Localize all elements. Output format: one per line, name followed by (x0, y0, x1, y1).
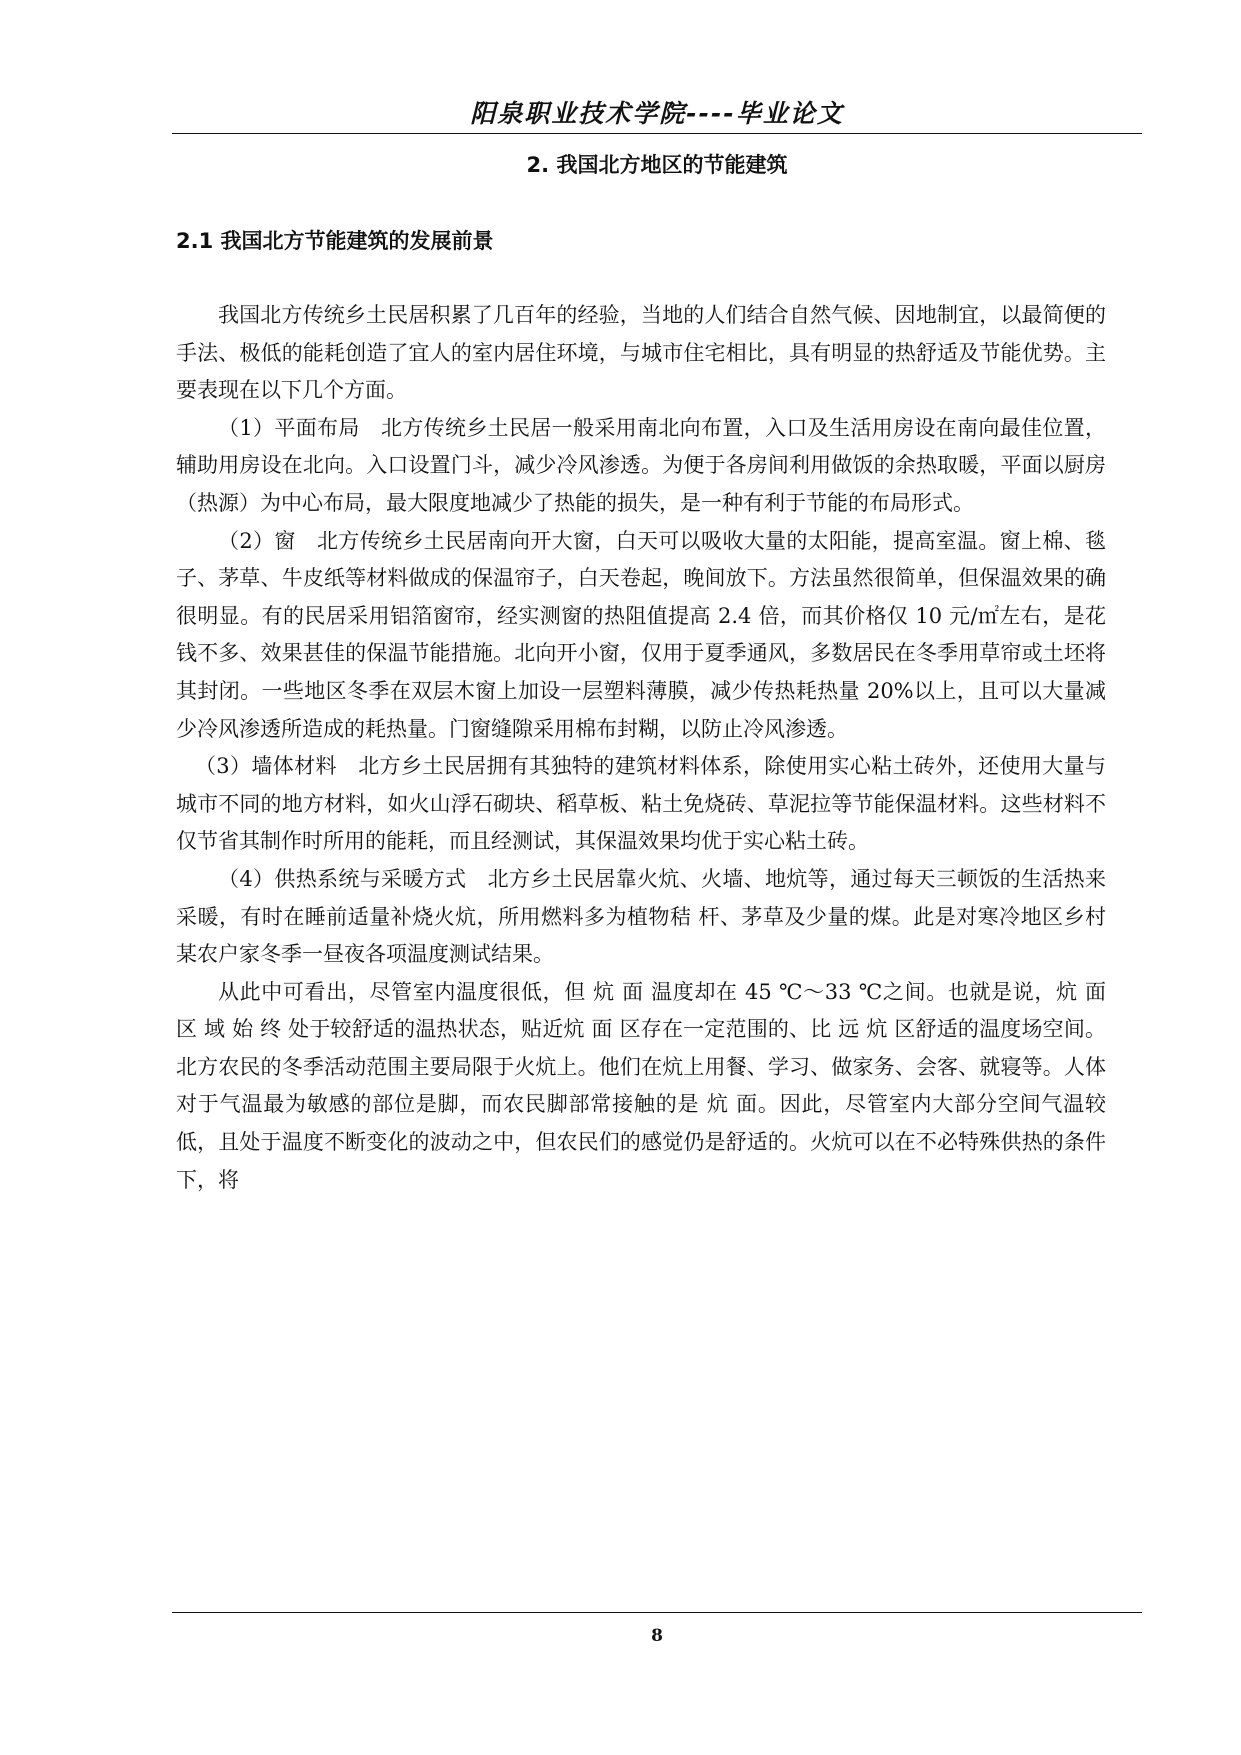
paragraph-heating: （4）供热系统与采暖方式 北方乡土民居靠火炕、火墙、地炕等，通过每天三顿饭的生活热来采暖，有时在睡前适量补烧火炕，所用燃料多为植物秸 杆、茅草及少量的煤。此是对寒冷地区乡村某农户家冬季一昼夜各项温度测试结果。 (176, 866, 1106, 967)
paragraph-intro: 我国北方传统乡土民居积累了几百年的经验，当地的人们结合自然气候、因地制宜，以最简便的手法、极低的能耗创造了宜人的室内居住环境，与城市住宅相比，具有明显的热舒适及节能优势。主要表现在以下几个方面。 (176, 303, 1106, 403)
paragraph-window: （2）窗 北方传统乡土民居南向开大窗，白天可以吸收大量的太阳能，提高室温。窗上棉、毯子、茅草、牛皮纸等材料做成的保温帘子，白天卷起，晚间放下。方法虽然很简单，但保温效果的确很明显。有的民居采用铝箔窗帘，经实测窗的热阻值提高 2.4 倍，而其价格仅 10 元/㎡左右，是花钱不多、效果甚佳的保温节能措施。北向开小窗，仅用于夏季通风，多数居民在冬季用草帘或土坯将其封闭。一些地区冬季在双层木窗上加设一层塑料薄膜，减少传热耗热量 20%以上，且可以大量减少冷风渗透所造成的耗热量。门窗缝隙采用棉布封糊，以防止冷风渗透。 (176, 528, 1106, 741)
paragraph-wall-material: （3）墙体材料 北方乡土民居拥有其独特的建筑材料体系，除使用实心粘土砖外，还使用大量与城市不同的地方材料，如火山浮石砌块、稻草板、粘土免烧砖、草泥拉等节能保温材料。这些材料不仅节省其制作时所用的能耗，而且经测试，其保温效果均优于实心粘土砖。 (176, 754, 1106, 854)
paragraph-layout: （1）平面布局 北方传统乡土民居一般采用南北向布置，入口及生活用房设在南向最佳位置，辅助用房设在北向。入口设置门斗，减少冷风渗透。为便于各房间利用做饭的余热取暖，平面以厨房（热源）为中心布局，最大限度地减少了热能的损失，是一种有利于节能的布局形式。 (176, 415, 1106, 515)
paragraph-kang-analysis: 从此中可看出，尽管室内温度很低，但 炕 面 温度却在 45 ℃～33 ℃之间。也就是说，炕 面 区 域 始 终 处于较舒适的温热状态，贴近炕 面 区存在一定范围的、比 远 炕 区舒适的温度场空间。北方农民的冬季活动范围主要局限于火炕上。他们在炕上用餐、学习、做家务、会客、就寝等。人体对于气温最为敏感的部位是脚，而农民脚部常接触的是 炕 面。因此，尽管室内大部分空间气温较低，且处于温度不断变化的波动之中，但农民们的感觉仍是舒适的。火炕可以在不必特殊供热的条件下，将 (176, 979, 1106, 1192)
header-divider (172, 133, 1142, 134)
section-title: 2.1 我国北方节能建筑的发展前景 (176, 229, 494, 253)
header-title: 阳泉职业技术学院----毕业论文 (470, 99, 844, 128)
body-text (176, 297, 1106, 1199)
page-number: 8 (651, 1626, 663, 1646)
chapter-title: 2. 我国北方地区的节能建筑 (526, 153, 788, 177)
footer-divider (172, 1612, 1142, 1613)
